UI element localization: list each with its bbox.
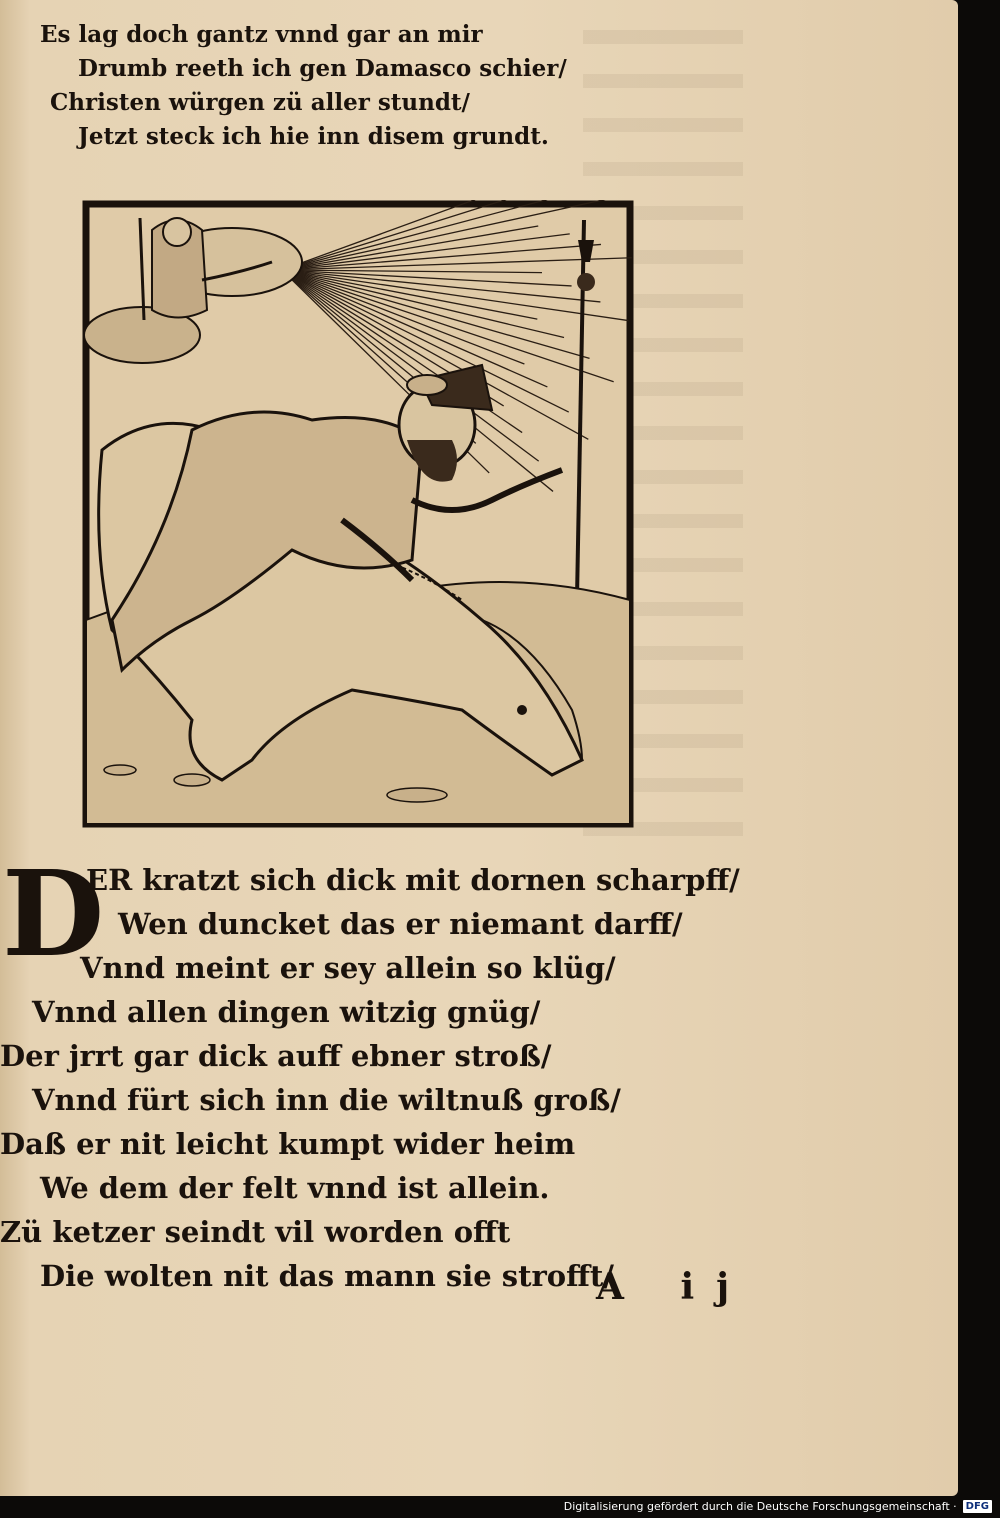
verse-line: Vnnd allen dingen witzig gnüg/ bbox=[32, 995, 541, 1029]
verse-line: Vnnd fürt sich inn die wiltnuß groß/ bbox=[32, 1083, 621, 1117]
verse-line: We dem der felt vnnd ist allein. bbox=[40, 1171, 550, 1205]
verse-line: Christen würgen zü aller stundt/ bbox=[50, 89, 470, 116]
top-verse bbox=[40, 18, 567, 154]
signature-mark: A ij bbox=[596, 1266, 752, 1308]
verse-line: Vnnd meint er sey allein so klüg/ bbox=[80, 951, 616, 985]
drop-cap-initial: D bbox=[2, 844, 105, 983]
digitization-footer bbox=[564, 1500, 992, 1513]
bottom-verse bbox=[0, 844, 740, 1298]
footer-credit: Digitalisierung gefördert durch die Deutsche Forschungsgemeinschaft · bbox=[563, 1500, 957, 1513]
verse-line: Der jrrt gar dick auff ebner stroß/ bbox=[0, 1039, 552, 1073]
verse-line: ER kratzt sich dick mit dornen scharpff/ bbox=[86, 863, 740, 897]
verse-line: Drumb reeth ich gen Damasco schier/ bbox=[78, 55, 567, 82]
dfg-logo-icon: DFG bbox=[963, 1500, 992, 1513]
verse-line: Daß er nit leicht kumpt wider heim bbox=[0, 1127, 576, 1161]
verse-line: Zü ketzer seindt vil worden offt bbox=[0, 1215, 511, 1249]
verse-line: Es lag doch gantz vnnd gar an mir bbox=[40, 21, 483, 48]
verse-line: Wen duncket das er niemant darff/ bbox=[118, 907, 683, 941]
woodcut-illustration bbox=[82, 200, 634, 828]
verse-line: Jetzt steck ich hie inn disem grundt. bbox=[78, 123, 549, 150]
verse-line: Die wolten nit das mann sie strofft/ bbox=[40, 1259, 614, 1293]
